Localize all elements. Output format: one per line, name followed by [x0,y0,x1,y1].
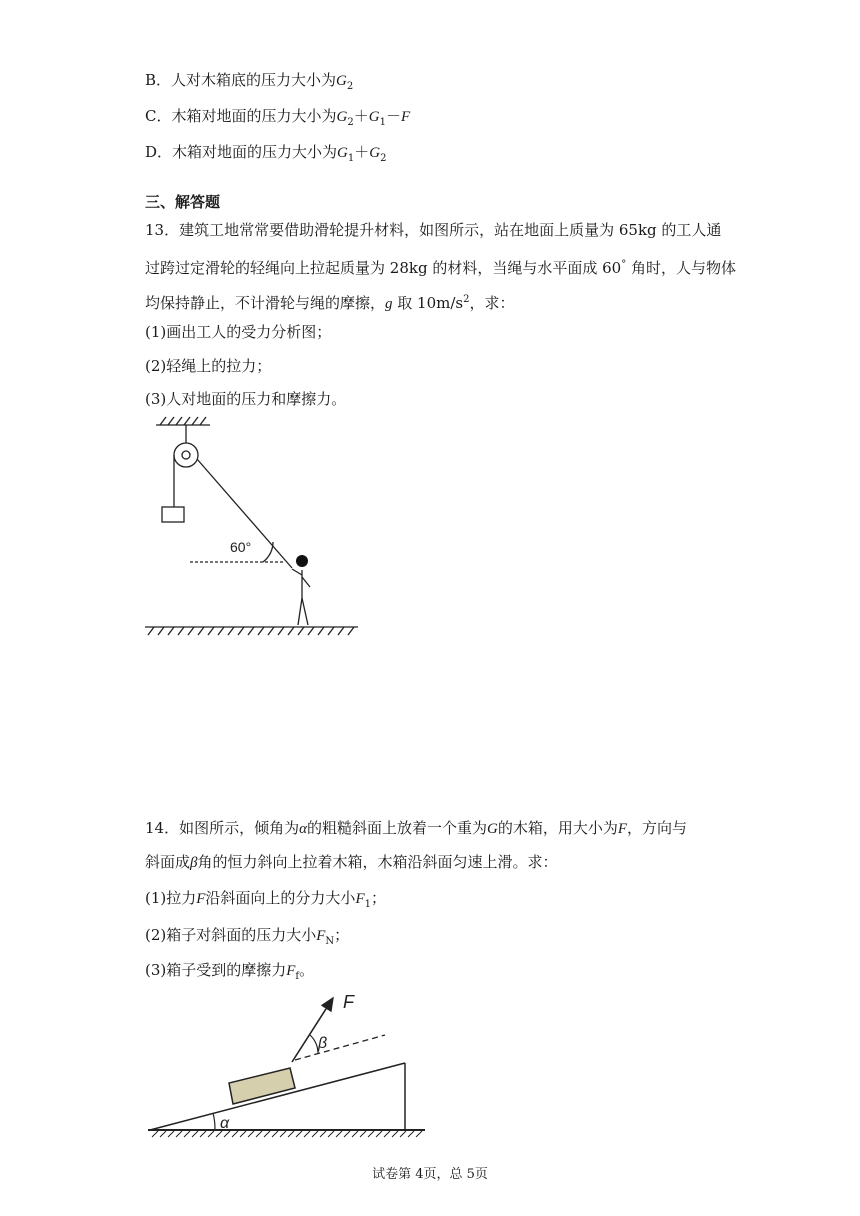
var-fn: F [316,928,326,944]
q13-sub3: (3)人对地面的压力和摩擦力。 [145,390,347,408]
exp-sup: 2 [463,294,470,305]
q14-line2 [145,852,558,873]
pulley-wheel [174,443,198,467]
incline-direction-dashed [295,1035,385,1060]
var-sub: f [295,971,300,982]
ground-hatch [152,1131,422,1137]
var-sub: 2 [346,81,354,92]
q14-line1-a: 14．如图所示，倾角为 [145,819,300,837]
q14-sub1 [145,888,386,915]
option-d [145,142,387,169]
section-title: 三、解答题 [145,193,221,211]
option-c-text: 木箱对地面的压力大小为 [171,107,337,125]
option-c-label: C． [145,107,172,125]
option-b-text: 人对木箱底的压力大小为 [171,71,337,89]
q13-figure [140,415,370,640]
option-c [145,106,410,133]
q14-line1-c: 的木箱，用大小为 [497,819,618,837]
var-g-small: g [385,296,393,312]
var-f1: F [355,891,365,907]
option-b [145,70,353,97]
degree-sup: ° [621,259,627,270]
option-d-label: D． [145,143,173,161]
operator: － [385,107,401,125]
var-f: F [196,891,206,907]
var-g: G [369,145,381,161]
var-g: G [486,821,498,837]
var-sub: 2 [380,153,387,164]
q14-sub1-b: 沿斜面向上的分力大小 [205,889,356,907]
q13-line3-a: 均保持静止，不计滑轮与绳的摩擦， [145,294,386,312]
var-f: F [617,821,628,837]
page-footer: 试卷第 4页，总 5页 [372,1167,488,1182]
q13-line3-b: 取 10m/s [392,294,464,312]
q13-line2-text: 过跨过定滑轮的轻绳向上拉起质量为 28kg 的材料，当绳与水平面成 60 [145,259,622,277]
var-alpha: α [299,821,307,837]
q13-line3 [145,290,515,314]
q14-line2-b: 角的恒力斜向上拉着木箱，木箱沿斜面匀速上滑。求： [197,853,558,871]
alpha-arc [213,1113,215,1130]
q14-sub2 [145,925,349,952]
q14-sub3-a: (3)箱子受到的摩擦力 [145,961,287,979]
angle-label: 60° [230,539,252,555]
var-g: G [336,73,347,89]
q14-line2-a: 斜面成 [145,853,191,871]
q14-line1 [145,818,687,839]
person-arm [292,569,302,575]
q14-sub2-end: ； [334,926,350,944]
q14-line1-b: 的粗糙斜面上放着一个重为 [306,819,487,837]
material-box [162,507,184,522]
var-sub: 1 [379,117,386,128]
person-arm2 [302,577,310,587]
q14-line1-d: ，方向与 [627,819,688,837]
var-beta: β [190,855,198,871]
pulley-axle [182,451,190,459]
var-sub: 1 [347,153,355,164]
var-g: G [368,109,380,125]
operator: ＋ [354,143,370,161]
q14-figure [140,990,430,1140]
q14-sub1-end: ； [370,889,386,907]
person-leg [298,598,302,625]
var-sub: 2 [347,117,354,128]
alpha-label: α [220,1115,230,1132]
q13-line2-end: 角时，人与物体 [626,259,736,277]
person-head [296,555,308,567]
q13-sub1: (1)画出工人的受力分析图； [145,323,332,341]
ceiling-hatch [160,417,206,425]
beta-arc [310,1035,318,1054]
var-sub: 1 [364,899,371,910]
force-arrow [292,998,333,1062]
option-d-text: 木箱对地面的压力大小为 [172,143,338,161]
var-ff: F [286,963,296,979]
var-g: G [337,145,348,161]
var-f: F [400,109,411,125]
q14-sub1-a: (1)拉力 [145,889,197,907]
q14-sub3 [145,960,314,987]
var-g: G [336,109,348,125]
ground-hatch [148,627,354,635]
q13-sub2: (2)轻绳上的拉力； [145,357,272,375]
q14-sub2-a: (2)箱子对斜面的压力大小 [145,926,317,944]
operator: ＋ [353,107,369,125]
beta-label: β [318,1035,328,1052]
q13-line2 [145,255,736,278]
q14-sub3-end: 。 [299,961,315,979]
q13-line1: 13．建筑工地常常要借助滑轮提升材料，如图所示，站在地面上质量为 65kg 的工人通 [145,221,722,239]
force-label: F [343,992,354,1012]
option-b-label: B． [145,71,172,89]
person-leg2 [302,598,308,625]
q13-line3-c: ，求： [469,294,515,312]
var-sub: N [325,936,335,947]
wooden-box [229,1068,295,1104]
